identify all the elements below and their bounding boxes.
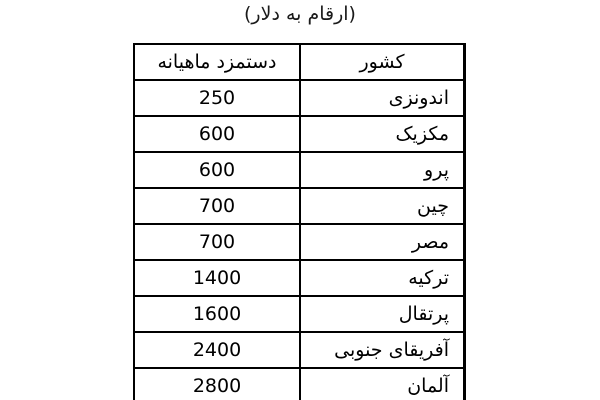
wage-cell: 2800 [134,368,300,400]
table-row [134,224,464,260]
country-cell: ترکیه [300,260,464,296]
country-cell: مصر [300,224,464,260]
country-cell: مکزیک [300,116,464,152]
wage-cell: 700 [134,188,300,224]
wage-cell: 700 [134,224,300,260]
wage-cell: 250 [134,80,300,116]
wage-cell: 1600 [134,296,300,332]
wage-cell: 2400 [134,332,300,368]
country-cell: آلمان [300,368,464,400]
table-caption: (ارقام به دلار) [244,3,356,25]
header-monthly-wage: دستمزد ماهیانه [134,44,300,80]
country-cell: پرو [300,152,464,188]
wage-cell: 600 [134,116,300,152]
table-row [134,116,464,152]
country-cell: اندونزی [300,80,464,116]
table-row [134,296,464,332]
table-row [134,80,464,116]
table-row [134,368,464,400]
wage-table [133,43,465,400]
wage-cell: 600 [134,152,300,188]
table-row [134,152,464,188]
header-country: کشور [300,44,464,80]
table-row [134,188,464,224]
country-cell: آفریقای جنوبی [300,332,464,368]
wage-cell: 1400 [134,260,300,296]
country-cell: چین [300,188,464,224]
table-header-row [134,44,464,80]
wage-table-container [133,43,470,400]
country-cell: پرتقال [300,296,464,332]
table-row [134,332,464,368]
table-row [134,260,464,296]
